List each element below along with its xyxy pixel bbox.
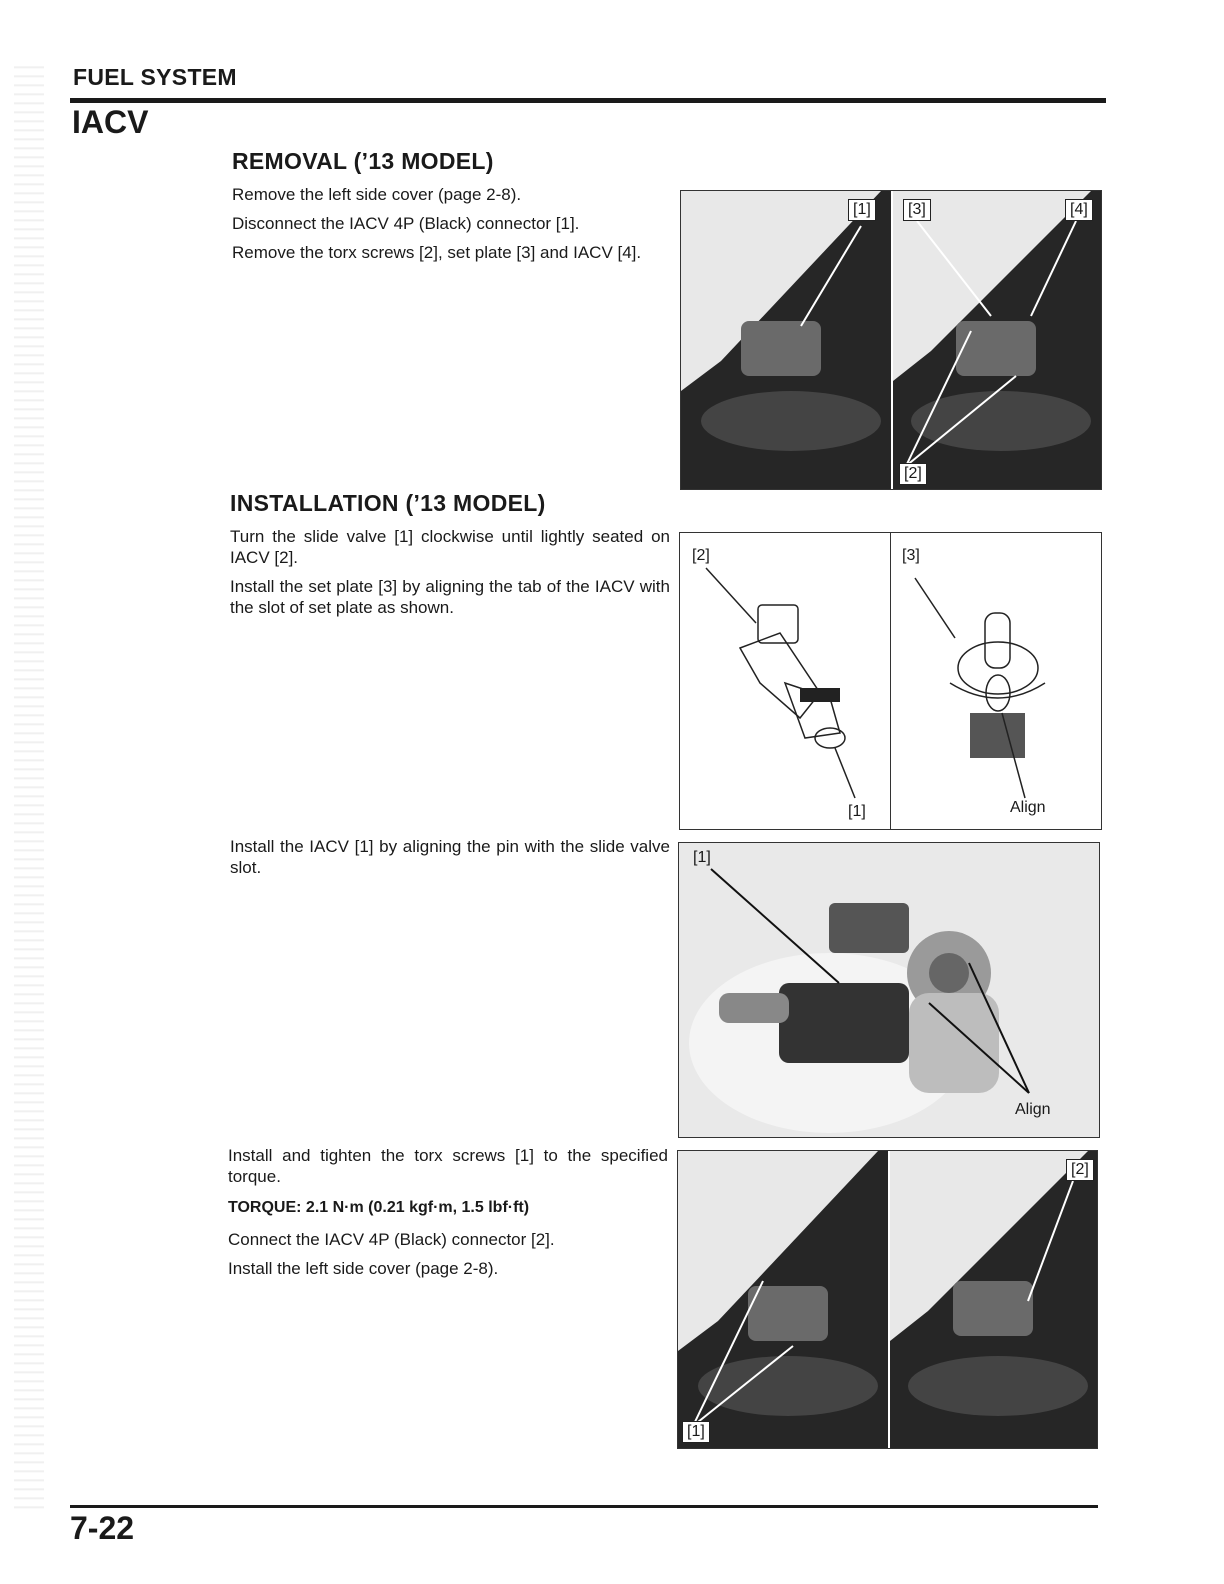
installation-step-3: Install the IACV [1] by aligning the pin with the slide valve slot. — [230, 837, 670, 877]
diagram-callout-3: [3] — [902, 547, 920, 564]
installation-diagram — [679, 532, 1102, 830]
removal-photo-illustration — [681, 191, 1101, 489]
removal-step-1: Remove the left side cover (page 2-8). — [232, 185, 522, 204]
installation-step-1: Turn the slide valve [1] clockwise until lightly seated on IACV [2]. — [230, 527, 670, 567]
removal-heading: REMOVAL (’13 MODEL) — [232, 148, 494, 174]
installation-step-5: Connect the IACV 4P (Black) connector [2]. — [228, 1230, 555, 1249]
installation-steps-final — [228, 1145, 668, 1287]
removal-steps — [232, 184, 672, 271]
page-title: IACV — [72, 104, 149, 140]
final-callout-2: [2] — [1066, 1159, 1094, 1181]
footer-rule — [70, 1505, 1098, 1508]
removal-callout-1: [1] — [848, 199, 876, 221]
scan-margin-artifacts — [14, 60, 44, 1510]
installation-step-6: Install the left side cover (page 2-8). — [228, 1259, 499, 1278]
header-rule — [70, 98, 1106, 103]
installation-photo-align — [678, 842, 1100, 1138]
removal-step-3: Remove the torx screws [2], set plate [3] and IACV [4]. — [232, 243, 642, 262]
installation-step-4: Install and tighten the torx screws [1] to the specified torque. — [228, 1146, 668, 1186]
section-label: FUEL SYSTEM — [73, 64, 237, 90]
removal-step-2: Disconnect the IACV 4P (Black) connector [1]. — [232, 214, 580, 233]
diagram-callout-2: [2] — [692, 547, 710, 564]
removal-photo — [680, 190, 1102, 490]
photo-callout-1: [1] — [693, 849, 711, 866]
installation-heading: INSTALLATION (’13 MODEL) — [230, 490, 546, 516]
iacv-line-drawing — [680, 533, 1101, 829]
removal-callout-4: [4] — [1065, 199, 1093, 221]
installed-iacv-photo — [678, 1151, 1097, 1448]
installation-step-b — [230, 836, 670, 886]
final-callout-1: [1] — [682, 1421, 710, 1443]
removal-callout-3: [3] — [903, 199, 931, 221]
torque-spec: TORQUE: 2.1 N·m (0.21 kgf·m, 1.5 lbf·ft) — [228, 1199, 530, 1216]
diagram-callout-align: Align — [1010, 799, 1046, 816]
installation-photo-final — [677, 1150, 1098, 1449]
installation-step-2: Install the set plate [3] by aligning the tab of the IACV with the slot of set plate as shown. — [230, 577, 670, 617]
installation-steps-a — [230, 526, 670, 626]
diagram-callout-1: [1] — [848, 803, 866, 820]
iacv-alignment-photo — [679, 843, 1099, 1137]
photo-callout-align: Align — [1015, 1101, 1051, 1118]
page-number: 7-22 — [70, 1510, 135, 1546]
removal-callout-2: [2] — [899, 463, 927, 485]
